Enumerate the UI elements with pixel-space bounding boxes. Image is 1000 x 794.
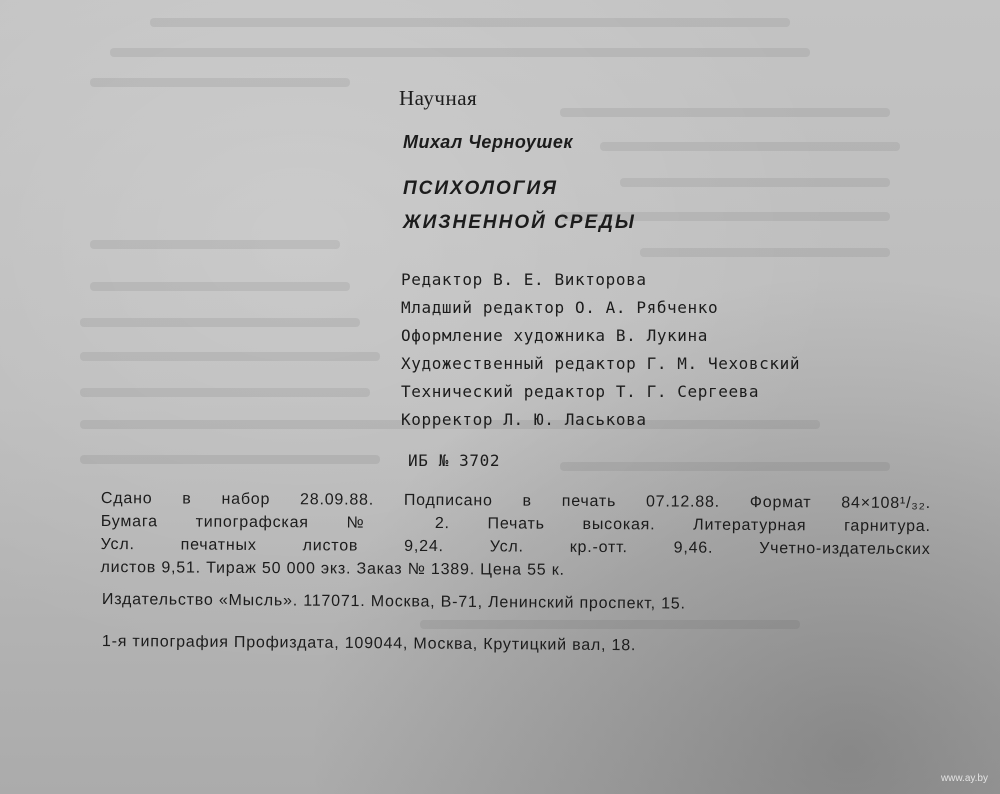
- imprint-line: листов 9,51. Тираж 50 000 экз. Заказ № 1389. Цена 55 к.: [100, 558, 565, 579]
- imprint-line: Усл. печатных листов 9,24. Усл. кр.-отт. 9,46. Учетно-издательских: [100, 535, 931, 559]
- imprint-details: [100, 487, 931, 584]
- book-title: [403, 172, 636, 240]
- site-watermark: www.ay.by: [940, 773, 988, 784]
- editorial-credits: [401, 266, 800, 434]
- credit-line: Редактор В. Е. Викторова: [401, 270, 647, 289]
- imprint-line: Бумага типографская № 2. Печать высокая. Литературная гарнитура.: [100, 512, 931, 536]
- credit-line: Корректор Л. Ю. Ласькова: [401, 410, 647, 429]
- credit-line: Технический редактор Т. Г. Сергеева: [401, 382, 760, 401]
- author-name: Михал Черноушек: [403, 132, 574, 152]
- ib-number: ИБ № 3702: [408, 451, 501, 470]
- book-title-line: ПСИХОЛОГИЯ: [403, 178, 559, 199]
- genre-label: Научная: [399, 86, 478, 110]
- credit-line: Младший редактор О. А. Рябченко: [401, 298, 719, 317]
- printer-address: 1-я типография Профиздата, 109044, Москва, Крутицкий вал, 18.: [101, 633, 637, 655]
- book-title-line: ЖИЗНЕННОЙ СРЕДЫ: [403, 212, 636, 233]
- imprint-line: Сдано в набор 28.09.88. Подписано в печать 07.12.88. Формат 84×108¹/₃₂.: [100, 489, 931, 513]
- credit-line: Оформление художника В. Лукина: [401, 326, 708, 345]
- credit-line: Художественный редактор Г. М. Чеховский: [401, 354, 801, 373]
- publisher-address: Издательство «Мысль». 117071. Москва, В-71, Ленинский проспект, 15.: [101, 591, 686, 613]
